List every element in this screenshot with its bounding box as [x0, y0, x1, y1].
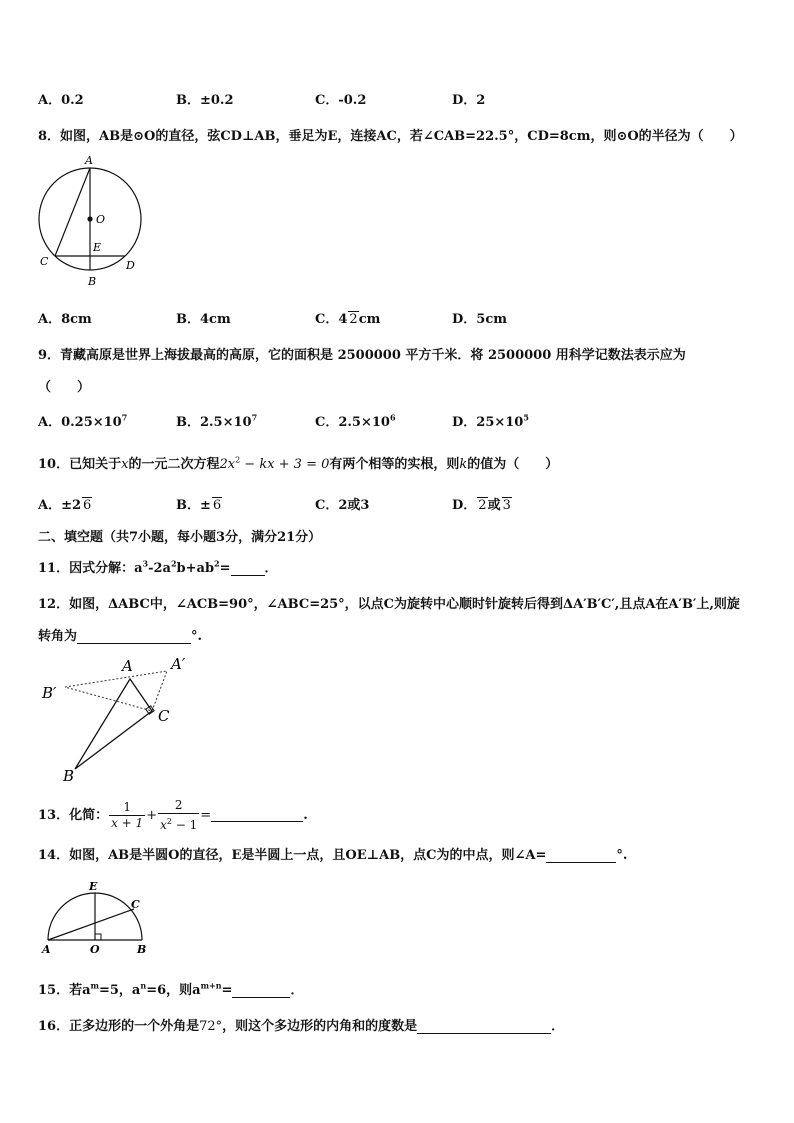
q8-option-c: C．4 2cm — [315, 312, 381, 327]
q9-paren: （ ） — [38, 380, 91, 395]
fraction-1: $\frac{1}{x + 1}$ — [111, 800, 144, 830]
label-b: B — [137, 943, 147, 956]
q14-stem: 14．如图，AB是半圆O的直径，E是半圆上一点，且OE⊥AB，点C为的中点，则∠A= °. — [38, 848, 628, 863]
q10-stem: 10．已知关于x的一元二次方程$2x^2$ − kx + 3 = 0有两个相等的实根，则k的值为（ ） — [38, 455, 559, 472]
q11-stem: 11．因式分解：$a^3-2a^2b+ab^2=$ ． — [38, 558, 278, 576]
q7-option-a: A．0.2 — [38, 93, 84, 108]
label-c: C — [40, 255, 49, 268]
q9-option-a: A．$0.25\times 10^7$ — [38, 412, 128, 430]
q9-stem: 9．青藏高原是世界上海拔最高的高原，它的面积是 2500000 平方千米．将 2500000 用科学记数法表示应为 — [38, 348, 686, 363]
q10-option-b: B．± 6 — [176, 498, 222, 513]
label-o: O — [96, 213, 106, 226]
q9-option-d: D．$25\times 10^5$ — [452, 412, 529, 430]
q13-stem: 13．化简： $\frac{1}{x + 1}$ + $\frac{2}{x^2 - 1}$ = . — [38, 798, 308, 832]
answer-blank — [231, 563, 265, 576]
label-a: A — [122, 657, 133, 675]
label-e: E — [89, 880, 98, 893]
answer-blank — [211, 809, 303, 822]
q12-rotation-figure — [34, 648, 204, 788]
q10-option-c: C．2或3 — [315, 498, 370, 513]
q8-option-b: B．4cm — [176, 312, 231, 327]
q8-circle-figure — [34, 152, 146, 290]
fraction-2: $\frac{2}{x^2 - 1}$ — [160, 798, 198, 832]
q16-stem: 16．正多边形的一个外角是72°，则这个多边形的内角和的度数是 ． — [38, 1019, 565, 1034]
label-o: O — [90, 943, 100, 956]
sqrt-2: 2 — [349, 312, 358, 327]
q15-stem: 15．若$a^m=5$，$a^n=6$，则$a^{m+n}=$ ． — [38, 980, 304, 998]
answer-blank — [77, 631, 191, 644]
q12-stem-line2: 转角为 °. — [38, 629, 203, 644]
q14-semicircle-figure — [38, 878, 158, 958]
q12-stem-line1: 12．如图，ΔABC中，∠ACB=90°，∠ABC=25°，以点C为旋转中心顺时针旋转后得到ΔA′B′C′,且点A在A′B′上,则旋 — [38, 597, 740, 612]
right-angle-mark — [95, 934, 101, 940]
label-b-prime: B′ — [42, 684, 57, 702]
label-b: B — [63, 767, 75, 785]
segment-ac — [55, 168, 90, 256]
label-d: D — [126, 259, 135, 272]
center-dot — [87, 216, 92, 221]
q7-option-d: D．2 — [452, 93, 486, 108]
label-a-prime: A′ — [171, 655, 186, 673]
q9-option-b: B．$2.5\times 10^7$ — [176, 412, 258, 430]
section-heading: 二、填空题（共7小题，每小题3分，满分21分） — [38, 530, 322, 545]
label-c: C — [131, 898, 140, 911]
q8-stem: 8．如图，AB是⊙O的直径，弦CD⊥AB，垂足为E，连接AC，若∠CAB=22.5°，CD=8cm，则⊙O的半径为（ ） — [38, 129, 743, 144]
answer-blank — [546, 850, 616, 863]
q10-option-a: A．±2 6 — [38, 498, 92, 513]
label-a: A — [85, 154, 93, 167]
label-a: A — [42, 943, 51, 956]
q7-option-c: C．-0.2 — [315, 93, 367, 108]
q8-option-a: A．8cm — [38, 312, 92, 327]
label-e: E — [93, 241, 102, 254]
q9-option-c: C．$2.5\times 10^6$ — [315, 412, 396, 430]
q8-option-d: D．5cm — [452, 312, 507, 327]
q7-option-b: B．±0.2 — [176, 93, 234, 108]
answer-blank — [232, 985, 290, 998]
segment-ac — [48, 909, 134, 940]
q10-option-d: D． 2或 3 — [452, 498, 511, 513]
label-b: B — [88, 275, 97, 288]
answer-blank — [417, 1021, 551, 1034]
label-c: C — [158, 707, 170, 725]
triangle-a2b2c-dotted — [65, 671, 167, 711]
